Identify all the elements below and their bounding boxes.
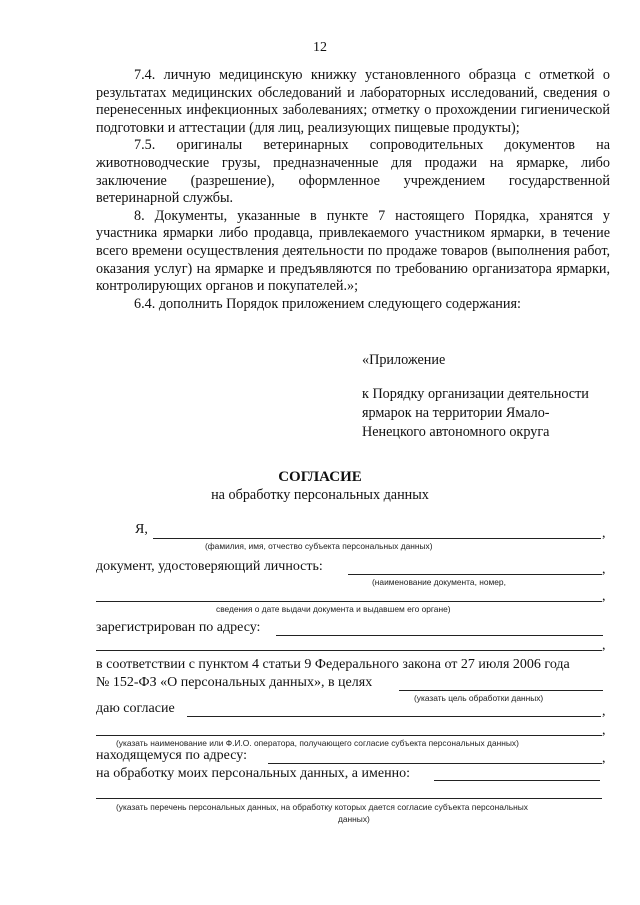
document-label: документ, удостоверяющий личность: [96,559,323,574]
purpose-field[interactable] [399,690,603,691]
appendix-heading: «Приложение [362,352,446,368]
operator-address-field[interactable] [268,763,602,764]
comma-7: , [602,751,606,766]
comma-2: , [602,562,606,577]
located-label: находящемуся по адресу: [96,748,247,763]
processing-label: на обработку моих персональных данных, а именно: [96,766,410,781]
comma-5: , [602,704,606,719]
registration-address-field[interactable] [276,635,603,636]
personal-data-list-field[interactable] [434,780,600,781]
document-field[interactable] [348,574,602,575]
consent-subtitle: на обработку персональных данных [211,487,429,503]
law-text-line-2: № 152-ФЗ «О персональных данных», в целях [96,675,373,690]
page-number: 12 [313,40,327,55]
consent-title: СОГЛАСИЕ [278,469,362,485]
paragraph-7-4: 7.4. личную медицинскую книжку установленного образца с отметкой о результатах медицинских обследований и лабораторных исследований, сведения о перенесенных инфекционных заболеваниях; отметку о прохождении гигиенической подготовки и аттестации (для лиц, реализующих пищевые продукты); [96,67,610,136]
comma-3: , [602,589,606,604]
paragraph-6-4: 6.4. дополнить Порядок приложением следующего содержания: [134,295,521,312]
personal-data-list-caption: (указать перечень персональных данных, на обработку которых дается согласие субъекта персональных [116,802,528,812]
law-text-line-1: в соответствии с пунктом 4 статьи 9 Федерального закона от 27 июля 2006 года [96,657,570,672]
registration-label: зарегистрирован по адресу: [96,620,261,635]
fullname-caption: (фамилия, имя, отчество субъекта персональных данных) [205,541,433,551]
registration-address-field-2[interactable] [96,650,602,651]
personal-data-list-field-2[interactable] [96,798,602,799]
paragraph-8: 8. Документы, указанные в пункте 7 настоящего Порядка, хранятся у участника ярмарки либо продавца, привлекаемого участником ярмарки, в течение всего времени осуществления деятельности по продаже товаров (выполнения работ, оказания услуг) на ярмарке и предъявляются по требованию организатора ярмарки, контролирующих органов и покупателей.»; [96,207,610,295]
operator-field[interactable] [96,735,602,736]
document-details-field[interactable] [96,601,602,602]
operator-caption: (указать наименование или Ф.И.О. оператора, получающего согласие субъекта персональных данных) [116,738,519,748]
personal-data-list-caption-2: данных) [338,814,370,824]
comma-6: , [602,723,606,738]
i-label: Я, [135,522,148,537]
appendix-block [362,351,612,442]
paragraph-7-5: 7.5. оригиналы ветеринарных сопроводительных документов на животноводческие грузы, предназначенные для продажи на ярмарке, либо заключение (разрешение), оформленное учреждением государственной ветеринарной службы. [96,137,610,207]
document-caption: (наименование документа, номер, [372,577,506,587]
comma-4: , [602,638,606,653]
fullname-field[interactable] [153,538,601,539]
appendix-text: к Порядку организации деятельности ярмарок на территории Ямало-Ненецкого автономного округа [362,386,589,440]
document-details-caption: сведения о дате выдачи документа и выдавшем его органе) [216,604,451,614]
consent-label: даю согласие [96,701,175,716]
consent-field[interactable] [187,716,601,717]
comma-1: , [602,526,606,541]
purpose-caption: (указать цель обработки данных) [414,693,544,703]
body-paragraphs [96,67,610,313]
